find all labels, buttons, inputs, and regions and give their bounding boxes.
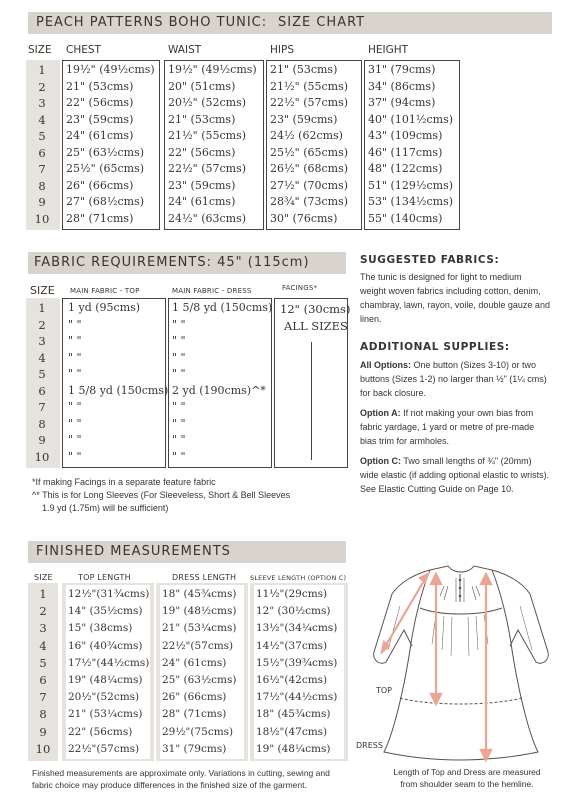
size-chart-cell: 28" (71cms) <box>66 211 134 225</box>
fr-size-number: 6 <box>38 383 46 398</box>
fr-top-cell: " " <box>68 350 82 364</box>
fr-top-cell: 1 5/8 yd (150cms) <box>68 383 169 397</box>
col-waist: WAIST <box>168 44 202 56</box>
fabric-req-title: FABRIC REQUIREMENTS: 45" (115cm) <box>34 255 310 270</box>
size-number: 7 <box>38 162 46 176</box>
size-chart-header <box>28 12 552 34</box>
supplies-a-text: If not making your own bias from fabric yardage, 1 yard or metre of pre-made bias trim for armholes. <box>360 408 535 446</box>
fm-size-number: 9 <box>39 724 47 739</box>
fr-size-number: 7 <box>38 400 46 414</box>
supplies-a-label: Option A: <box>360 408 401 418</box>
fm-size-number: 2 <box>39 604 47 619</box>
fm-cell: 21" (53¼cms) <box>162 622 237 635</box>
fm-cell: 24" (61cms) <box>162 656 227 669</box>
fr-dress-cell: " " <box>172 317 186 331</box>
size-chart-cell: 40" (101½cms) <box>368 112 454 126</box>
size-chart-cell: 28¾" (73cms) <box>270 195 349 208</box>
size-chart-cell: 22½" (57cms) <box>270 96 349 109</box>
button-icon <box>459 595 462 598</box>
fm-cell: 28" (71cms) <box>162 708 227 721</box>
button-icon <box>459 579 462 582</box>
supplies-option-c <box>360 454 550 496</box>
fm-cell: 16½"(42cms) <box>256 674 328 686</box>
fm-size-number: 4 <box>39 638 47 653</box>
fr-dress-cell: " " <box>172 400 186 413</box>
size-chart-subtitle: SIZE CHART <box>278 15 366 30</box>
col-height: HEIGHT <box>368 44 409 56</box>
size-chart-cell: 26" (66cms) <box>66 178 134 192</box>
fr-top-cell: " " <box>68 400 82 413</box>
fm-cell: 26" (66cms) <box>162 691 227 704</box>
illustration-caption-2: from shoulder seam to the hemline. <box>400 779 534 789</box>
fr-dress-cell: " " <box>172 433 186 446</box>
top-arrow-head-top <box>431 574 441 584</box>
facings-all-sizes: ALL SIZES <box>284 319 348 333</box>
fr-dress-cell: " " <box>172 334 186 347</box>
fm-cell: 17½"(44½cms) <box>68 656 150 669</box>
button-icon <box>459 587 462 590</box>
fm-cell: 19" (48¼cms) <box>256 742 331 755</box>
dress-label: DRESS <box>356 741 383 750</box>
finished-header <box>28 541 346 563</box>
top-label: TOP <box>376 686 393 695</box>
fr-dress-cell: " " <box>172 416 186 430</box>
fm-cell: 21" (53¼cms) <box>68 708 143 721</box>
fr-top-cell: " " <box>68 449 82 463</box>
fm-cell: 17½"(44½cms) <box>256 691 338 704</box>
fm-cell: 19" (48¼cms) <box>68 674 143 686</box>
size-number: 9 <box>38 195 46 209</box>
fm-cell: 15½"(39¾cms) <box>256 656 338 669</box>
fr-note-3: 1.9 yd (1.75m) will be sufficient) <box>42 503 169 513</box>
size-chart-cell: 23" (59cms) <box>270 112 338 126</box>
dress-arrow-head-top <box>481 574 491 584</box>
fr-top-cell: " " <box>68 334 82 347</box>
size-chart-cell: 25½" (65cms) <box>66 162 145 175</box>
tunic-illustration <box>360 560 560 765</box>
size-chart-cell: 26½" (68cms) <box>270 162 349 175</box>
fm-size-number: 8 <box>39 707 47 722</box>
fr-note-2: ^* This is for Long Sleeves (For Sleeveless, Short & Bell Sleeves <box>32 490 291 500</box>
fm-cell: 16" (40¾cms) <box>68 639 143 652</box>
additional-supplies-title: ADDITIONAL SUPPLIES: <box>360 341 510 353</box>
fr-top-cell: " " <box>68 433 82 446</box>
fr-col-size: SIZE <box>30 284 55 297</box>
fm-size-number: 6 <box>39 673 47 687</box>
fm-cell: 25" (63½cms) <box>162 674 237 686</box>
fm-cell: 12½"(31¾cms) <box>68 588 150 600</box>
fm-size-number: 7 <box>39 690 47 705</box>
col-chest: CHEST <box>66 44 101 56</box>
facings-length: 12" (30cms) <box>280 302 351 316</box>
fm-cell: 29½"(75cms) <box>162 725 234 738</box>
fr-dress-cell: 1 5/8 yd (150cms) <box>172 301 273 314</box>
size-chart-cell: 51" (129½cms) <box>368 178 454 192</box>
fr-size-number: 4 <box>38 350 46 365</box>
suggested-fabrics-title: SUGGESTED FABRICS: <box>360 254 500 266</box>
fm-size-number: 1 <box>39 587 47 601</box>
col-size: SIZE <box>28 44 52 56</box>
fr-col-dress: MAIN FABRIC - DRESS <box>172 287 252 295</box>
supplies-all-label: All Options: <box>360 360 411 370</box>
fr-size-number: 2 <box>38 317 46 332</box>
fm-cell: 13½"(34¼cms) <box>256 622 338 635</box>
size-chart-cell: 23" (59cms) <box>66 112 134 126</box>
size-chart-cell: 34" (86cms) <box>368 79 436 93</box>
size-chart-cell: 20½" (52cms) <box>168 96 247 109</box>
size-chart-cell: 46" (117cms) <box>368 145 443 159</box>
size-chart-cell: 27½" (70cms) <box>270 178 349 192</box>
size-number: 5 <box>38 129 46 143</box>
size-number: 6 <box>38 145 46 160</box>
size-chart-cell: 20" (51cms) <box>168 79 236 93</box>
fm-cell: 18" (45¾cms) <box>256 708 331 721</box>
fr-top-cell: 1 yd (95cms) <box>68 301 141 314</box>
size-chart-cell: 21" (53cms) <box>66 79 134 93</box>
fr-dress-cell: " " <box>172 350 186 364</box>
size-chart-cell: 19½" (49½cms) <box>168 63 257 76</box>
supplies-all-options <box>360 358 550 400</box>
top-hemline <box>400 698 522 704</box>
size-chart-cell: 43" (109cms) <box>368 129 443 142</box>
size-chart-cell: 48" (122cms) <box>368 162 443 175</box>
size-chart-cell: 22½" (57cms) <box>168 162 247 175</box>
fr-dress-cell: " " <box>172 449 186 463</box>
size-number: 4 <box>38 112 46 127</box>
tunic-body <box>384 566 538 760</box>
fm-col-dress: DRESS LENGTH <box>172 573 237 582</box>
supplies-all-text: One button (Sizes 3-10) or two buttons (Sizes 1-2) no larger than ½" (1¼ cms) for back closure. <box>360 360 547 398</box>
size-chart-cell: 23" (59cms) <box>168 178 236 192</box>
fm-col-top: TOP LENGTH <box>78 573 131 582</box>
fm-size-number: 3 <box>39 621 47 636</box>
fabric-req-header <box>28 252 346 274</box>
finished-note: Finished measurements are approximate only. Variations in cutting, sewing and fabric choice may produce differences in the finished size of the garment. <box>32 768 330 790</box>
fm-cell: 19" (48½cms) <box>162 605 237 618</box>
fr-top-cell: " " <box>68 367 82 380</box>
fm-col-sleeve: SLEEVE LENGTH (OPTION C) <box>250 574 347 582</box>
size-number: 3 <box>38 96 46 110</box>
fr-col-facings: FACINGS* <box>282 284 318 292</box>
fm-cell: 31" (79cms) <box>162 742 227 755</box>
size-chart-cell: 22" (56cms) <box>168 145 236 159</box>
fr-note-1: *If making Facings in a separate feature fabric <box>32 477 216 487</box>
col-hips: HIPS <box>270 44 294 56</box>
fr-size-number: 10 <box>34 449 50 464</box>
fr-size-number: 1 <box>38 301 46 315</box>
size-chart-cell: 25" (63½cms) <box>66 145 145 159</box>
size-chart-cell: 19½" (49½cms) <box>66 63 155 76</box>
fm-size-number: 10 <box>35 741 51 756</box>
fr-dress-cell: 2 yd (190cms)^* <box>172 383 266 397</box>
fm-cell: 18" (45¾cms) <box>162 588 237 600</box>
size-chart-cell: 21" (53cms) <box>168 112 236 126</box>
size-chart-cell: 24" (61cms) <box>168 195 236 208</box>
size-chart-cell: 21½" (55cms) <box>168 129 247 142</box>
fm-cell: 22½"(57cms) <box>162 639 234 652</box>
fm-size-number: 5 <box>39 655 47 670</box>
fr-size-number: 8 <box>38 416 46 431</box>
size-chart-cell: 55" (140cms) <box>368 211 443 225</box>
size-chart-cell: 24" (61cms) <box>66 129 134 142</box>
fm-col-size: SIZE <box>34 573 53 582</box>
fr-top-cell: " " <box>68 416 82 430</box>
size-chart-cell: 24½ (62cms) <box>270 129 343 142</box>
right-sleeve <box>492 570 548 663</box>
sleeve-arrow-head-top <box>420 574 428 582</box>
size-chart-cell: 25½" (65cms) <box>270 145 349 159</box>
fm-cell: 18½"(47cms) <box>256 725 328 738</box>
facings-divider-line <box>311 342 312 460</box>
suggested-fabrics-text: The tunic is designed for light to medium weight woven fabrics including cotton, denim, chambray, lawn, rayon, voile, double gauze and linen. <box>360 272 550 324</box>
fr-dress-cell: " " <box>172 367 186 380</box>
size-chart-cell: 37" (94cms) <box>368 96 436 109</box>
fm-cell: 12" (30½cms) <box>256 605 331 618</box>
fr-size-number: 3 <box>38 334 46 348</box>
size-number: 8 <box>38 178 46 193</box>
supplies-c-label: Option C: <box>360 456 401 466</box>
fm-cell: 22½"(57cms) <box>68 742 140 755</box>
size-chart-cell: 24½" (63cms) <box>168 211 247 225</box>
fr-size-number: 5 <box>38 367 46 381</box>
fm-cell: 20½"(52cms) <box>68 691 140 704</box>
yoke-line <box>420 608 502 614</box>
fm-cell: 15" (38cms) <box>68 622 133 635</box>
fm-cell: 14" (35½cms) <box>68 605 143 618</box>
size-chart-cell: 30" (76cms) <box>270 211 338 225</box>
size-chart-cell: 22" (56cms) <box>66 96 134 109</box>
supplies-option-a <box>360 406 550 448</box>
fr-top-cell: " " <box>68 317 82 331</box>
fm-cell: 14½"(37cms) <box>256 639 328 652</box>
fm-cell: 22" (56cms) <box>68 725 133 738</box>
size-number: 1 <box>38 63 46 77</box>
illustration-caption-1: Length of Top and Dress are measured <box>393 767 541 777</box>
fm-cell: 11½"(29cms) <box>256 588 328 600</box>
sleeve-arrow <box>382 574 428 652</box>
size-number: 10 <box>34 211 50 226</box>
supplies-c-text: Two small lengths of ¾" (20mm) wide elastic (if adding optional elastic to wrists). See Elastic Cutting Guide on Page 10. <box>360 456 550 494</box>
fr-size-number: 9 <box>38 433 46 447</box>
fr-col-top: MAIN FABRIC - TOP <box>70 287 140 295</box>
size-chart-cell: 21" (53cms) <box>270 63 338 76</box>
size-chart-cell: 21½" (55cms) <box>270 79 349 93</box>
size-chart-cell: 53" (134½cms) <box>368 195 454 208</box>
size-number: 2 <box>38 79 46 94</box>
size-chart-cell: 31" (79cms) <box>368 63 436 76</box>
size-chart-cell: 27" (68½cms) <box>66 195 145 208</box>
finished-title: FINISHED MEASUREMENTS <box>36 544 231 559</box>
size-chart-title: PEACH PATTERNS BOHO TUNIC: <box>36 15 268 30</box>
